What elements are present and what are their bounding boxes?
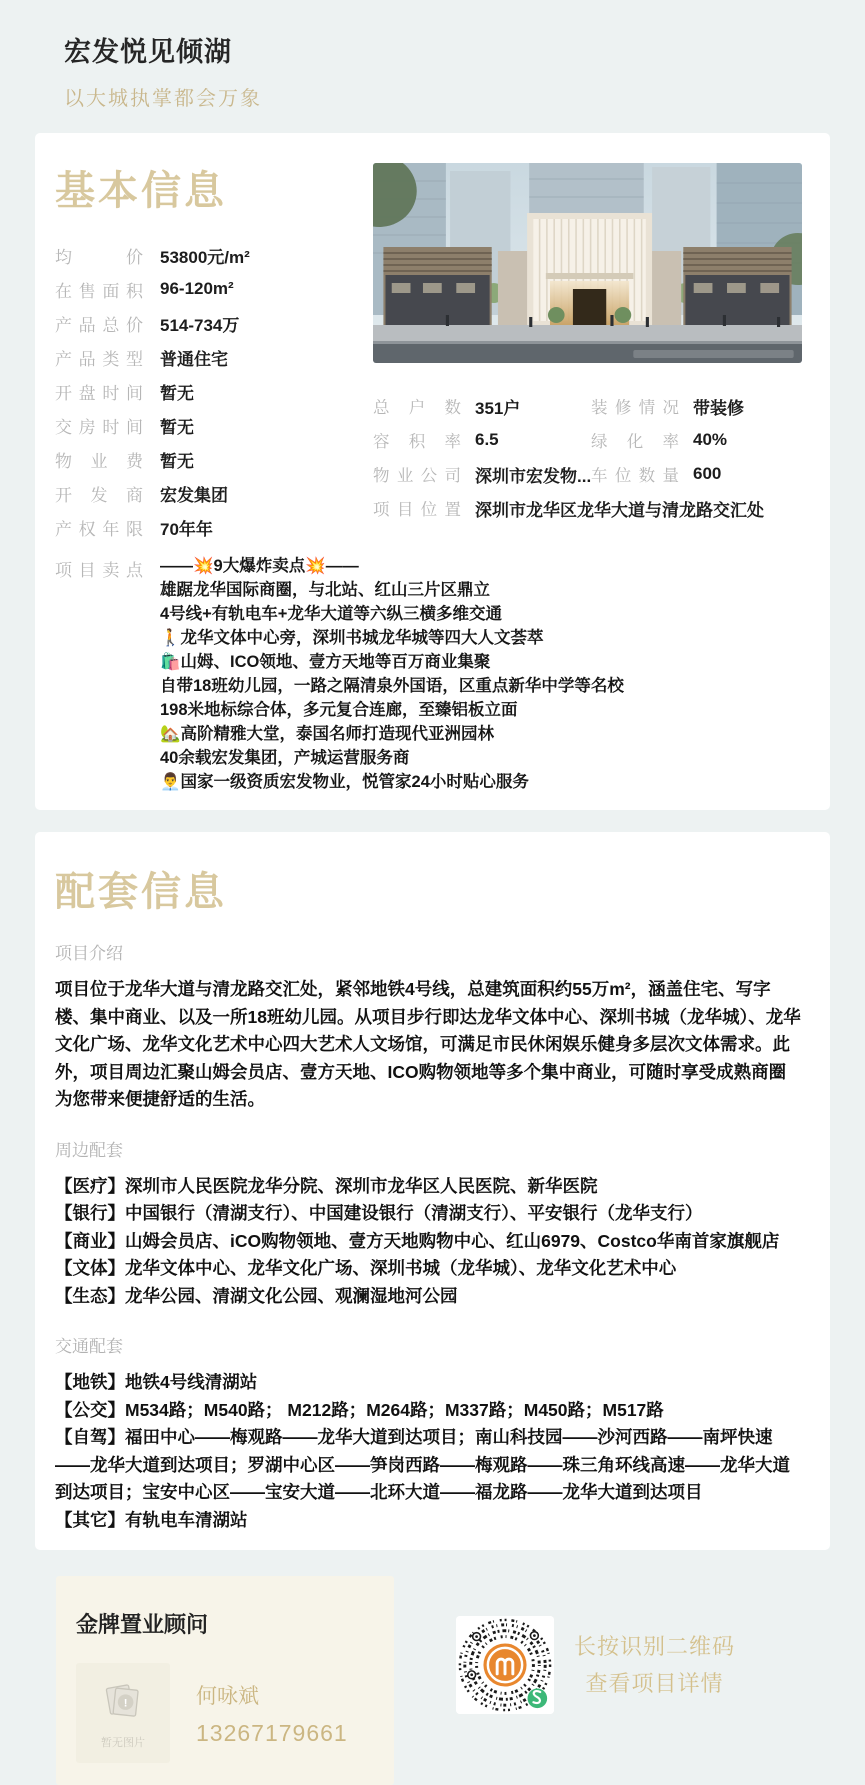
facility-line: 【银行】中国银行（清湖支行）、中国建设银行（清湖支行）、平安银行（龙华支行） xyxy=(55,1203,703,1223)
field-label: 物业费 xyxy=(55,451,143,471)
qr-caption-line1: 长按识别二维码 xyxy=(574,1634,736,1659)
project-intro-text: 项目位于龙华大道与清龙路交汇处，紧邻地铁4号线，总建筑面积约55万m²，涵盖住宅、写字楼、集中商业、以及一所18班幼儿园。从项目步行即达龙华文体中心、深圳书城（龙华城）、龙华文化广场、龙华文化艺术中心四大艺术人文场馆，可满足市民休闲娱乐健身多层次文体需求。此外，项目周边汇聚山姆会员店、壹方天地、ICO购物领地等多个集中商业，可随时享受成熟商圈为您带来便捷舒适的生活。 xyxy=(55,979,801,1109)
sellpoint-line: 👨‍💼国家一级资质宏发物业，悦管家24小时贴心服务 xyxy=(160,773,529,791)
field-label: 总户数 xyxy=(373,399,461,417)
field-value: 351户 xyxy=(475,398,521,418)
sellpoint-line: 🛍️山姆、ICO领地、壹方天地等百万商业集聚 xyxy=(160,653,491,671)
field-value: 600 xyxy=(693,464,722,483)
building-rendering-image xyxy=(373,163,802,363)
traffic-facilities-label: 交通配套 xyxy=(55,1337,123,1356)
field-row xyxy=(55,510,373,544)
facility-line: 【医疗】深圳市人民医院龙华分院、深圳市龙华区人民医院、新华医院 xyxy=(55,1175,598,1196)
basic-info-card xyxy=(35,133,830,810)
field-label: 均价 xyxy=(55,247,143,267)
facility-line: 【生态】龙华公园、清湖文化公园、观澜湿地河公园 xyxy=(55,1285,458,1306)
field-label: 车位数量 xyxy=(591,467,679,485)
field-label: 产权年限 xyxy=(55,519,143,539)
field-value: 暂无 xyxy=(160,383,194,403)
consultant-phone[interactable]: 13267179661 xyxy=(196,1719,348,1746)
field-label: 在售面积 xyxy=(55,281,143,301)
field-label: 物业公司 xyxy=(373,467,461,485)
field-row xyxy=(373,389,802,423)
sellpoint-line: 🏡高阶精雅大堂，泰国名师打造现代亚洲园林 xyxy=(160,725,495,743)
field-label: 开盘时间 xyxy=(55,383,143,403)
qr-caption-line2: 查看项目详情 xyxy=(585,1671,724,1696)
mini-program-qr-code[interactable] xyxy=(456,1616,554,1714)
field-row xyxy=(55,476,373,510)
sellpoint-line: 雄踞龙华国际商圈，与北站、红山三片区鼎立 xyxy=(160,581,490,599)
field-value: 514-734万 xyxy=(160,315,240,335)
facility-line: 【商业】山姆会员店、iCO购物领地、壹方天地购物中心、红山6979、Costco华南首家旗舰店 xyxy=(55,1230,780,1251)
facilities-card xyxy=(35,832,830,1550)
project-intro-label: 项目介绍 xyxy=(55,944,123,963)
basic-info-title: 基本信息 xyxy=(55,169,227,213)
consultant-name: 何咏斌 xyxy=(196,1684,259,1708)
sellpoints-label: 项目卖点 xyxy=(55,561,143,580)
field-value: 96-120m² xyxy=(160,279,234,298)
page-subtitle: 以大城执掌都会万象 xyxy=(64,88,262,110)
sellpoint-line: ——💥9大爆炸卖点💥—— xyxy=(160,557,359,575)
page-title: 宏发悦见倾湖 xyxy=(64,37,232,67)
field-row xyxy=(55,340,373,374)
consultant-avatar-placeholder xyxy=(76,1663,170,1763)
consultant-card xyxy=(56,1576,394,1785)
field-value: 暂无 xyxy=(160,417,194,437)
sellpoint-line: 🚶龙华文体中心旁，深圳书城龙华城等四大人文荟萃 xyxy=(160,629,544,647)
footer-section xyxy=(56,1576,865,1785)
field-row xyxy=(373,423,802,457)
qr-caption xyxy=(574,1628,735,1702)
traffic-line: 【其它】有轨电车清湖站 xyxy=(55,1509,248,1530)
facility-line: 【文体】龙华文体中心、龙华文化广场、深圳书城（龙华城）、龙华文化艺术中心 xyxy=(55,1258,677,1278)
page-header xyxy=(0,0,865,111)
sellpoint-line: 4号线+有轨电车+龙华大道等六纵三横多维交通 xyxy=(160,605,502,623)
field-row xyxy=(55,238,373,272)
field-row xyxy=(55,442,373,476)
consultant-card-title: 金牌置业顾问 xyxy=(76,1612,209,1637)
field-row xyxy=(373,491,802,525)
field-row xyxy=(55,374,373,408)
sellpoints-section xyxy=(55,554,802,794)
field-value: 70年年 xyxy=(160,519,213,539)
no-photo-icon xyxy=(94,1677,152,1729)
field-label: 装修情况 xyxy=(591,399,679,417)
field-label: 绿化率 xyxy=(591,433,679,451)
field-label: 产品总价 xyxy=(55,315,143,335)
nearby-facilities-label: 周边配套 xyxy=(55,1140,123,1160)
traffic-line: 【公交】M534路；M540路； M212路；M264路；M337路；M450路；M517路 xyxy=(55,1399,664,1420)
field-label: 项目位置 xyxy=(373,501,461,519)
sellpoint-line: 198米地标综合体，多元复合连廊，至臻铝板立面 xyxy=(160,701,518,719)
field-label: 容积率 xyxy=(373,433,461,451)
field-value: 40% xyxy=(693,430,728,449)
field-value: 暂无 xyxy=(160,451,194,471)
svg-text:!: ! xyxy=(123,1696,128,1709)
project-location-value: 深圳市龙华区龙华大道与清龙路交汇处 xyxy=(475,500,764,520)
field-row xyxy=(55,306,373,340)
traffic-line: 【地铁】地铁4号线清湖站 xyxy=(55,1372,258,1392)
field-label: 开发商 xyxy=(55,485,143,505)
field-value: 带装修 xyxy=(693,398,744,418)
avatar-placeholder-text: 暂无图片 xyxy=(101,1736,145,1749)
field-value: 普通住宅 xyxy=(160,349,228,369)
field-row xyxy=(373,457,802,491)
field-label: 产品类型 xyxy=(55,349,143,369)
qr-block xyxy=(456,1616,735,1714)
sellpoint-line: 自带18班幼儿园，一路之隔清泉外国语，区重点新华中学等名校 xyxy=(160,677,624,695)
field-value: 53800元/m² xyxy=(160,247,250,267)
field-row xyxy=(55,408,373,442)
sellpoint-line: 40余载宏发集团，产城运营服务商 xyxy=(160,749,410,767)
facilities-title: 配套信息 xyxy=(55,870,227,914)
field-value: 宏发集团 xyxy=(160,485,228,505)
field-value: 深圳市宏发物... xyxy=(475,466,591,486)
traffic-line: 【自驾】福田中心——梅观路——龙华大道到达项目；南山科技园——沙河西路——南坪快速——龙华大道到达项目；罗湖中心区——笋岗西路——梅观路——珠三角环线高速——龙华大道到达项目；宝安中心区——宝安大道——北环大道——福龙路——龙华大道到达项目 xyxy=(55,1427,790,1502)
field-row xyxy=(55,272,373,306)
field-value: 6.5 xyxy=(475,430,499,449)
field-label: 交房时间 xyxy=(55,417,143,437)
